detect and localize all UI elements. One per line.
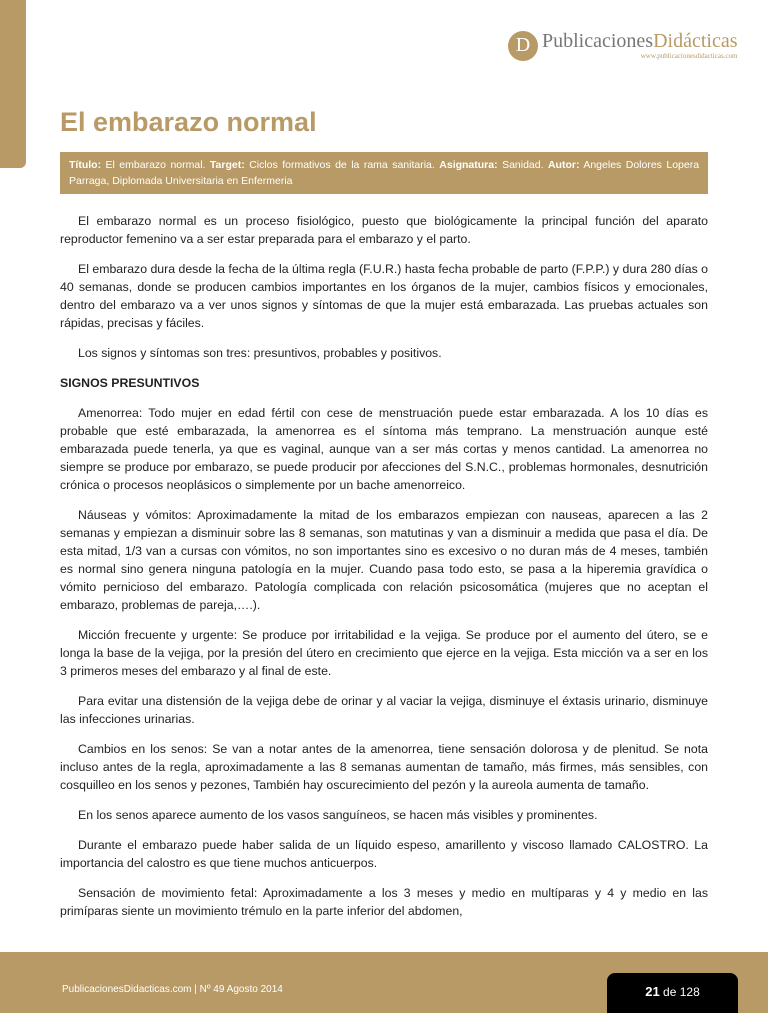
- target-label: Target:: [209, 159, 245, 171]
- titulo-value: El embarazo normal.: [105, 159, 206, 171]
- logo-wordmark: [542, 30, 738, 52]
- page-header: [0, 0, 768, 100]
- autor-value: Angeles Dolores Lopera Parraga, Diplomada Universitaria en Enfermeria: [69, 159, 700, 187]
- paragraph: Cambios en los senos: Se van a notar antes de la amenorrea, tiene sensación dolorosa y de plenitud. Se nota incluso antes de la regla, aproximadamente a las 8 semanas aumentan de tamaño, más firmes, más sensibles, con cosquilleo en los senos y pezones, También hay oscurecimiento del pezón y la aureola aumenta de tamaño.: [60, 742, 708, 792]
- paragraph: El embarazo dura desde la fecha de la última regla (F.U.R.) hasta fecha probable de parto (F.P.P.) y dura 280 días o 40 semanas, donde se producen cambios importantes en los órganos de la mujer, cambios físicos y emocionales, dentro del embarazo va a ver unos signos y síntomas de que la mujer está embarazada. Las pruebas actuales son rápidas, precisas y fáciles.: [60, 262, 708, 330]
- page-current: 21: [645, 984, 660, 999]
- paragraph: Sensación de movimiento fetal: Aproximadamente a los 3 meses y medio en multíparas y 4 y medio en las primíparas siente un movimiento trémulo en la parte inferior del abdomen,: [60, 886, 708, 918]
- autor-label: Autor:: [547, 159, 580, 171]
- article-info-box: [60, 152, 708, 194]
- paragraph: Durante el embarazo puede haber salida de un líquido espeso, amarillento y viscoso llamado CALOSTRO. La importancia del calostro es que tiene muchos anticuerpos.: [60, 838, 708, 870]
- paragraph: En los senos aparece aumento de los vasos sanguíneos, se hacen más visibles y prominentes.: [78, 808, 598, 822]
- paragraph: Para evitar una distensión de la vejiga debe de orinar y al vaciar la vejiga, disminuye el éxtasis urinario, disminuye las infecciones urinarias.: [60, 694, 708, 726]
- paragraph: Amenorrea: Todo mujer en edad fértil con cese de menstruación puede estar embarazada. A los 10 días es probable que esté embarazada, la amenorrea es el síntoma más temprano. La menstruación aunque esté embarazada puede tenerla, ya que es vaginal, aunque van a ser más cortas y menos cantidad. La amenorrea no siempre se produce por embarazo, se puede producir por afecciones del S.N.C., problemas hormonales, desnutrición crónica o procesos neoplásicos o simplemente por un bache amenorreico.: [60, 406, 708, 492]
- paragraph: Los signos y síntomas son tres: presuntivos, probables y positivos.: [78, 346, 442, 360]
- logo-name-part-1: Publicaciones: [542, 30, 654, 52]
- page-separator: de: [663, 985, 677, 999]
- titulo-label: Título:: [69, 159, 102, 171]
- footer-spacer: [0, 932, 768, 952]
- page-total: 128: [679, 985, 700, 999]
- logo-words: [542, 30, 738, 61]
- article-body: [60, 212, 708, 932]
- paragraph: El embarazo normal es un proceso fisiológico, puesto que biológicamente la principal función del aparato reproductor femenino va a ser estar preparada para el embarazo y el parto.: [60, 214, 708, 246]
- page-title: El embarazo normal: [60, 107, 317, 137]
- section-heading: SIGNOS PRESUNTIVOS: [60, 376, 200, 390]
- logo-emblem-icon: D: [508, 31, 538, 61]
- target-value: Ciclos formativos de la rama sanitaria.: [249, 159, 435, 171]
- page-footer: [0, 952, 768, 1013]
- logo-name-part-2: Didácticas: [653, 30, 738, 52]
- page-number-box: [607, 973, 738, 1013]
- publisher-logo: [508, 30, 738, 61]
- logo-url: www.publicacionesdidacticas.com: [640, 52, 738, 60]
- asignatura-label: Asignatura:: [439, 159, 498, 171]
- paragraph: Náuseas y vómitos: Aproximadamente la mitad de los embarazos empiezan con nauseas, aparecen a las 2 semanas y empiezan a disminuir sobre las 8 semanas, son matutinas y van a disminuir a medida que pasa el día. De esta mitad, 1/3 van a cursas con vómitos, no son importantes sino es excesivo o no duran más de 4 meses, también es normal sino genera ninguna patología en la mujer. Cuando pasa todo esto, se pasa a la hiperemia gravídica o vómito pernicioso del embarazo. Patología complicada con relación psicosomática (mujeres que no aceptan el embarazo, problemas de pareja,….).: [60, 508, 708, 612]
- paragraph: Micción frecuente y urgente: Se produce por irritabilidad e la vejiga. Se produce por el aumento del útero, se e longa la base de la vejiga, por la presión del útero en crecimiento que ejerce en la vejiga. Esta micción va a ser en los 3 primeros meses del embarazo y al final de este.: [60, 628, 708, 678]
- asignatura-value: Sanidad.: [502, 159, 544, 171]
- footer-publication-info: PublicacionesDidacticas.com | Nº 49 Agosto 2014: [62, 984, 283, 995]
